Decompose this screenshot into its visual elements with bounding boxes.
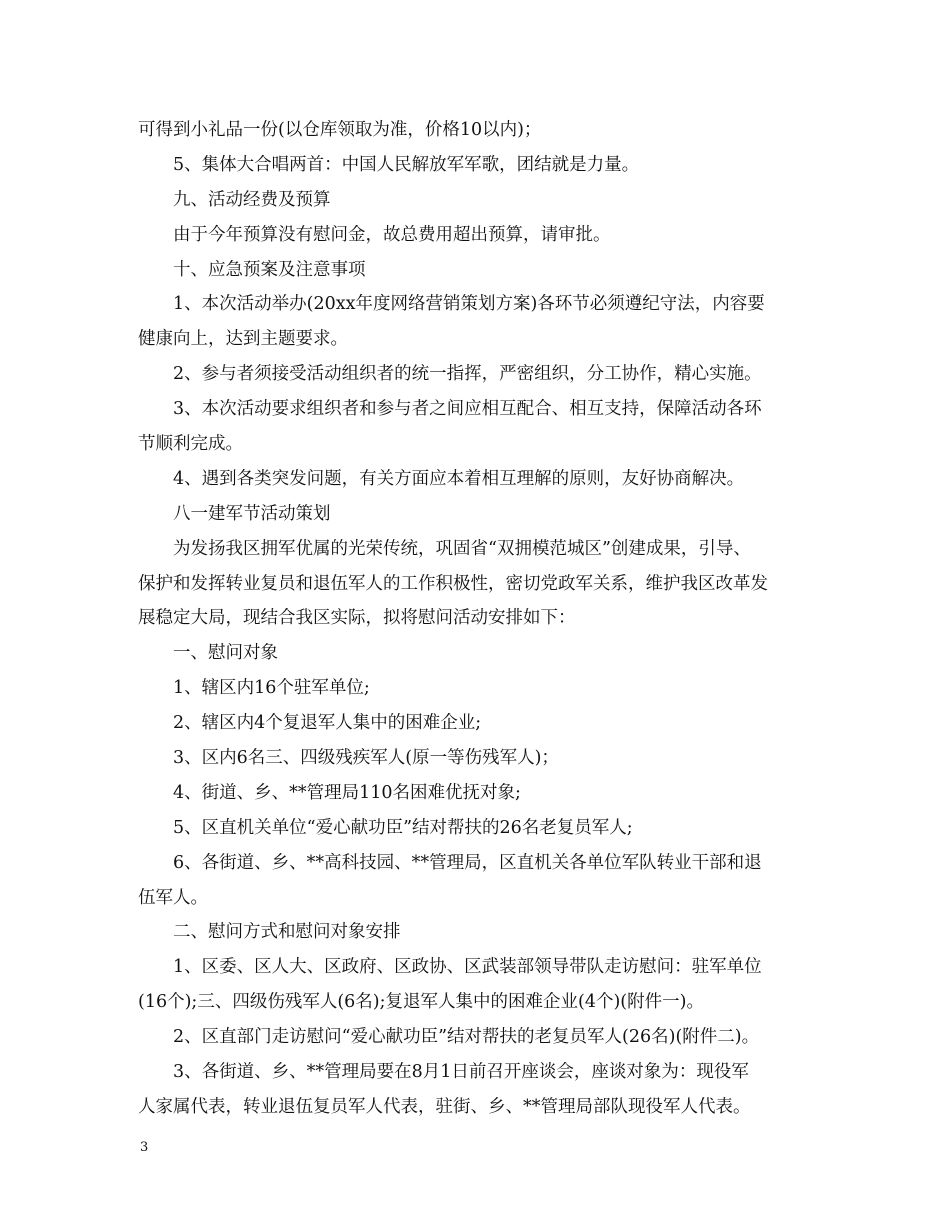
text-line: 4、街道、乡、**管理局110名困难优抚对象;	[173, 782, 521, 803]
text-line: 2、辖区内4个复退军人集中的困难企业;	[173, 713, 482, 734]
text-line: 节顺利完成。	[138, 434, 243, 455]
text-line: 2、区直部门走访慰问“爱心献功臣”结对帮扶的老复员军人(26名)(附件二)。	[173, 1027, 760, 1048]
text-line: 八一建军节活动策划	[173, 503, 331, 524]
text-line: 展稳定大局，现结合我区实际，拟将慰问活动安排如下：	[138, 608, 576, 629]
document-body	[138, 113, 814, 1125]
text-line: 健康向上，达到主题要求。	[138, 329, 348, 350]
text-line: 2、参与者须接受活动组织者的统一指挥，严密组织，分工协作，精心实施。	[173, 364, 762, 385]
text-line: 1、本次活动举办(20xx年度网络营销策划方案)各环节必须遵纪守法，内容要	[173, 294, 765, 315]
text-line: 可得到小礼品一份(以仓库领取为准，价格10以内)；	[138, 120, 542, 140]
text-line: 保护和发挥转业复员和退伍军人的工作积极性，密切党政军关系，维护我区改革发	[138, 573, 768, 594]
text-line: 一、慰问对象	[173, 643, 278, 664]
text-line: 5、集体大合唱两首：中国人民解放军军歌，团结就是力量。	[173, 154, 640, 175]
text-line: 3、各街道、乡、**管理局要在8月1日前召开座谈会，座谈对象为：现役军	[173, 1062, 749, 1083]
text-line: 6、各街道、乡、**高科技园、**管理局，区直机关各单位军队转业干部和退	[173, 852, 762, 873]
text-line: 九、活动经费及预算	[173, 189, 331, 210]
text-line: 十、应急预案及注意事项	[173, 259, 366, 280]
text-line: 二、慰问方式和慰问对象安排	[173, 922, 401, 943]
text-line: 1、辖区内16个驻军单位;	[173, 678, 370, 699]
text-line: (16个);三、四级伤残军人(6名);复退军人集中的困难企业(4个)(附件一)。	[138, 992, 704, 1013]
page-number: 3	[140, 1140, 149, 1155]
text-line: 人家属代表，转业退伍复员军人代表，驻街、乡、**管理局部队现役军人代表。	[138, 1096, 751, 1117]
text-line: 3、区内6名三、四级残疾军人(原一等伤残军人)；	[173, 748, 559, 769]
text-line: 伍军人。	[138, 887, 208, 908]
text-line: 5、区直机关单位“爱心献功臣”结对帮扶的26名老复员军人;	[173, 817, 633, 838]
text-line: 4、遇到各类突发问题，有关方面应本着相互理解的原则，友好协商解决。	[173, 468, 745, 489]
text-line: 由于今年预算没有慰问金，故总费用超出预算，请审批。	[173, 224, 611, 245]
text-line: 3、本次活动要求组织者和参与者之间应相互配合、相互支持，保障活动各环	[173, 399, 762, 420]
text-line: 为发扬我区拥军优属的光荣传统，巩固省“双拥模范城区”创建成果，引导、	[173, 538, 751, 559]
text-line: 1、区委、区人大、区政府、区政协、区武装部领导带队走访慰问：驻军单位	[173, 957, 762, 978]
